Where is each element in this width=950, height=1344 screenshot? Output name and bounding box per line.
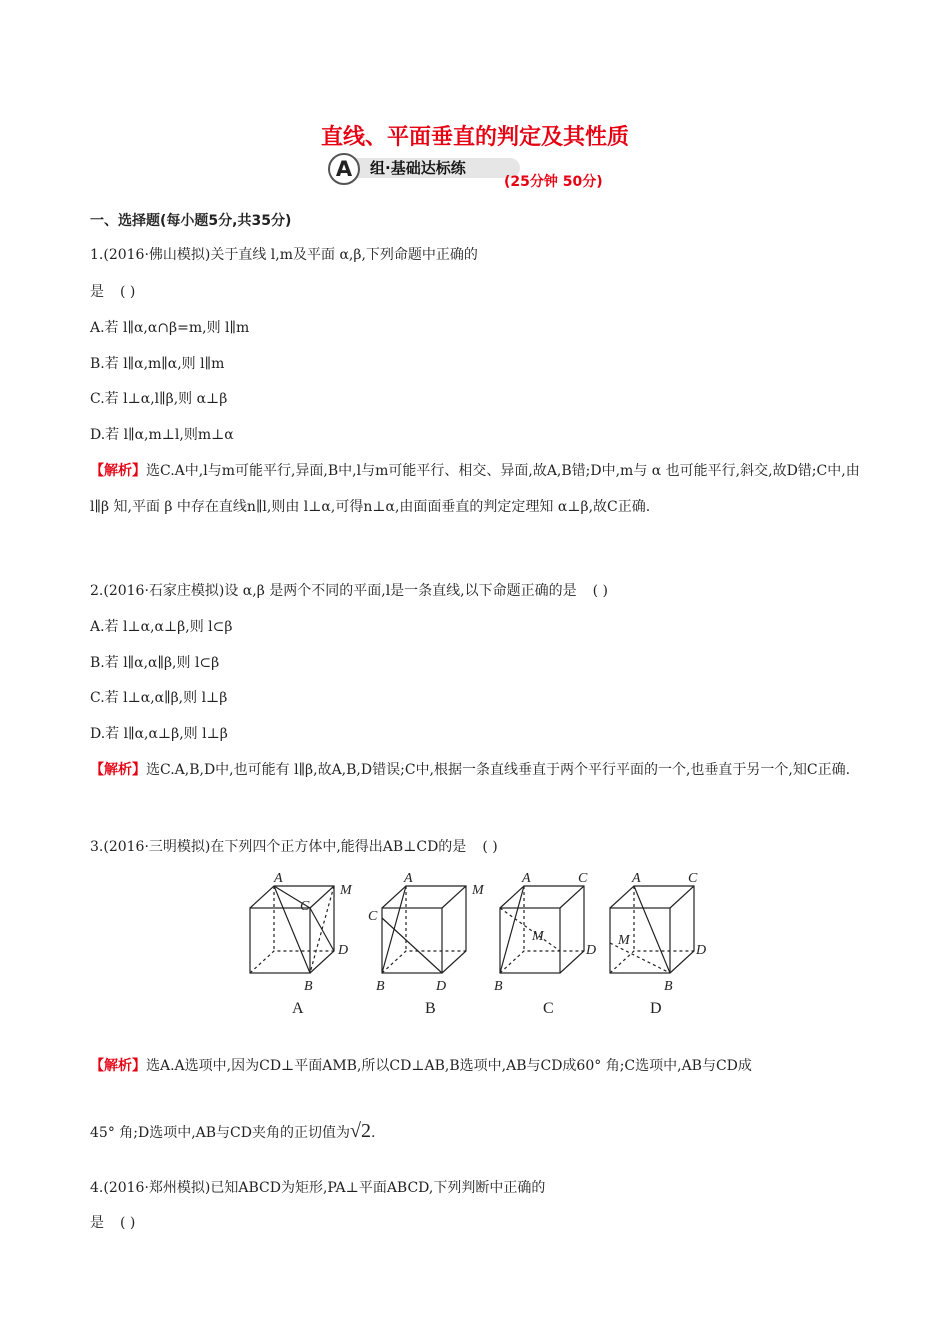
q2-option-b: B.若 l∥α,α∥β,则 l⊂β [90, 655, 220, 671]
svg-text:C: C [368, 909, 378, 924]
q2-analysis: 【解析】选C.A,B,D中,也可能有 l∥β,故A,B,D错误;C中,根据一条直线垂直于两个平行平面的一个,也垂直于另一个,知C正确. [90, 762, 851, 778]
q1-option-c: C.若 l⊥α,l∥β,则 α⊥β [90, 391, 228, 407]
svg-text:M: M [472, 883, 484, 898]
svg-text:D: D [338, 943, 349, 958]
svg-text:M: M [340, 883, 352, 898]
q4-stem-end: 是 ( ) [90, 1215, 136, 1231]
svg-text:C: C [688, 871, 698, 886]
figure-label-c: C [543, 1000, 554, 1017]
q1-stem-end: 是 ( ) [90, 284, 136, 300]
q2-option-a: A.若 l⊥α,α⊥β,则 l⊂β [90, 619, 233, 635]
q1-option-d: D.若 l∥α,m⊥l,则m⊥α [90, 427, 234, 443]
svg-text:D: D [436, 979, 447, 994]
q1-stem: 1.(2016·佛山模拟)关于直线 l,m及平面 α,β,下列命题中正确的 [90, 247, 478, 263]
cube-d [610, 871, 706, 994]
cube-figures [240, 868, 720, 1028]
svg-text:A: A [404, 871, 413, 886]
svg-text:C: C [578, 871, 588, 886]
svg-text:B: B [304, 979, 313, 994]
svg-text:D: D [586, 943, 597, 958]
svg-text:M: M [618, 933, 630, 948]
svg-text:A: A [274, 871, 283, 886]
svg-text:A: A [632, 871, 641, 886]
sqrt-two: √2 [350, 1120, 371, 1142]
q1-analysis: 【解析】选C.A中,l与m可能平行,异面,B中,l与m可能平行、相交、异面,故A,B错;D中,m与 α 也可能平行,斜交,故D错;C中,由 l∥β 知,平面 β 中存在直线n∥l,则由 l⊥α,可得n⊥α,由面面垂直的判定定理知 α⊥β,故C正确. [90, 463, 860, 515]
q3-analysis-line2: 45° 角;D选项中,AB与CD夹角的正切值为√2. [90, 1120, 376, 1142]
svg-text:D: D [696, 943, 707, 958]
q4-stem: 4.(2016·郑州模拟)已知ABCD为矩形,PA⊥平面ABCD,下列判断中正确的 [90, 1180, 546, 1196]
svg-text:A: A [522, 871, 531, 886]
q2-option-c: C.若 l⊥α,α∥β,则 l⊥β [90, 690, 228, 706]
q2-option-d: D.若 l∥α,α⊥β,则 l⊥β [90, 726, 228, 742]
figure-label-a: A [292, 1000, 304, 1017]
section-heading: 一、选择题(每小题5分,共35分) [90, 213, 292, 229]
q1-option-a: A.若 l∥α,α∩β=m,则 l∥m [90, 320, 250, 336]
svg-text:B: B [664, 979, 673, 994]
badge-time: (25分钟 50分) [504, 174, 603, 190]
svg-text:M: M [532, 929, 544, 944]
cube-c [494, 871, 596, 994]
svg-text:B: B [376, 979, 385, 994]
q3-stem: 3.(2016·三明模拟)在下列四个正方体中,能得出AB⊥CD的是 ( ) [90, 839, 498, 855]
q3-analysis-line1: 【解析】选A.A选项中,因为CD⊥平面AMB,所以CD⊥AB,B选项中,AB与CD成60° 角;C选项中,AB与CD成 [90, 1058, 752, 1074]
badge-letter: A [328, 153, 360, 185]
svg-text:C: C [300, 899, 310, 914]
cube-a [250, 871, 353, 994]
q1-option-b: B.若 l∥α,m∥α,则 l∥m [90, 356, 225, 372]
cube-b [368, 871, 485, 994]
svg-text:B: B [494, 979, 503, 994]
figure-label-d: D [650, 1000, 662, 1017]
page-title: 直线、平面垂直的判定及其性质 [320, 125, 629, 150]
badge-text: 组·基础达标练 [370, 159, 466, 177]
q2-stem: 2.(2016·石家庄模拟)设 α,β 是两个不同的平面,l是一条直线,以下命题正确的是 ( ) [90, 583, 609, 599]
figure-label-b: B [425, 1000, 436, 1017]
